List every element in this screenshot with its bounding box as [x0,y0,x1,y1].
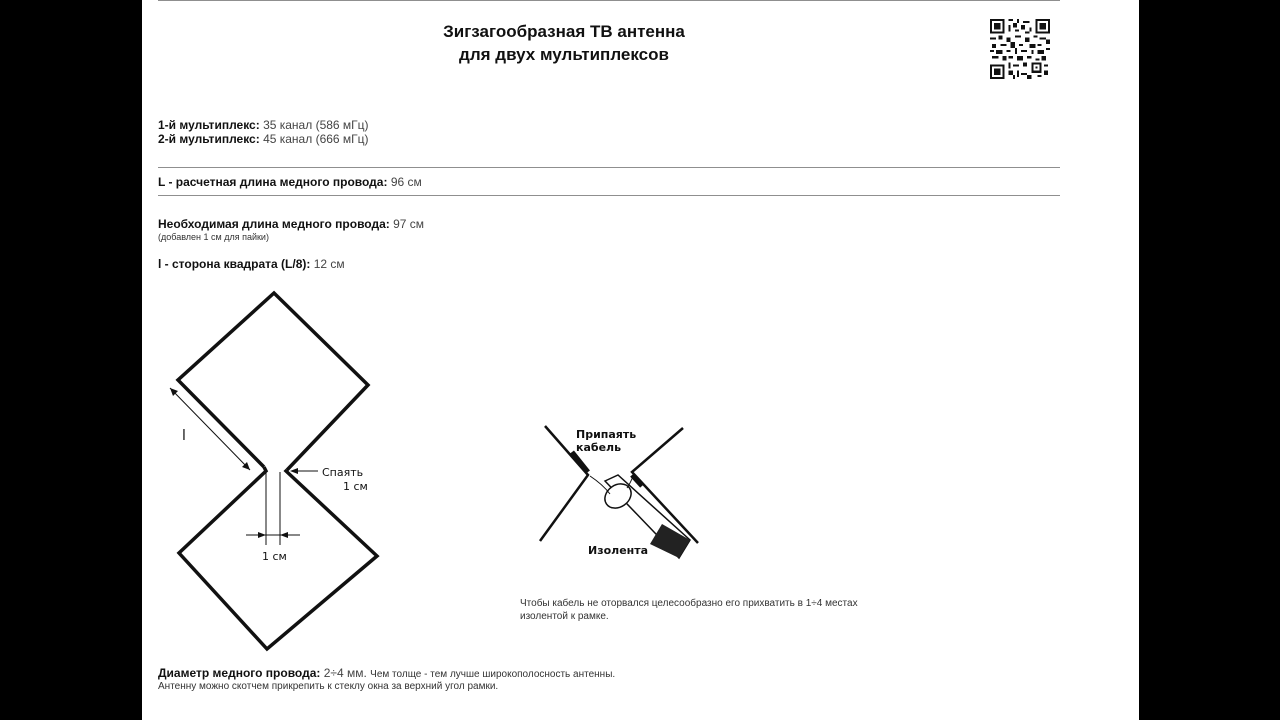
wire-diameter [158,666,615,680]
multiplex-2-label: 2-й мультиплекс: [158,132,260,146]
gap-arrowhead-left [258,532,266,538]
title-line-1: Зигзагообразная ТВ антенна [443,22,685,41]
wire-diameter-label: Диаметр медного провода: [158,666,321,680]
solder-cable-label-2: кабель [576,441,622,454]
calc-length-value: 96 см [390,175,422,189]
mounting-note: Антенну можно скотчем прикрепить к стеклу окна за верхний угол рамки. [158,681,499,692]
wire-diameter-note: Чем толще - тем лучше широкополосность антенны. [370,669,616,680]
multiplex-2-value: 45 канал (666 мГц) [263,132,369,146]
tape-note-line-1: Чтобы кабель не оторвался целесообразно его прихватить в 1÷4 местах [520,598,858,609]
upper-square [178,293,368,470]
document-page [142,0,1139,720]
solder-label-2: 1 см [343,480,368,493]
tape-note-line-2: изолентой к рамке. [520,611,609,622]
left-solder-joint [572,452,588,472]
cable-connection-diagram [540,426,698,558]
square-side-value: 12 см [313,257,345,271]
solder-label-1: Спаять [322,466,364,479]
arrowheads [170,388,298,538]
tape-note [520,597,858,623]
solder-cable-label-1: Припаять [576,428,637,441]
tape-label: Изолента [588,544,649,557]
side-label: l [182,428,186,444]
square-side-label: l - сторона квадрата (L/8): [158,257,311,271]
gap-arrowhead-right [280,532,288,538]
required-length-note: (добавлен 1 см для пайки) [158,232,269,242]
solder-arrowhead [290,468,298,474]
multiplex-1-value: 35 канал (586 мГц) [263,118,369,132]
multiplex-1-label: 1-й мультиплекс: [158,118,260,132]
dimension-lines [170,388,300,545]
calc-length-label: L - расчетная длина медного провода: [158,175,388,189]
required-length-value: 97 см [393,217,425,231]
gap-label: 1 см [262,550,287,563]
title-line-2: для двух мультиплексов [459,45,669,64]
wire-diameter-value: 2÷4 мм. [323,666,367,680]
required-length-label: Необходимая длина медного провода: [158,217,390,231]
